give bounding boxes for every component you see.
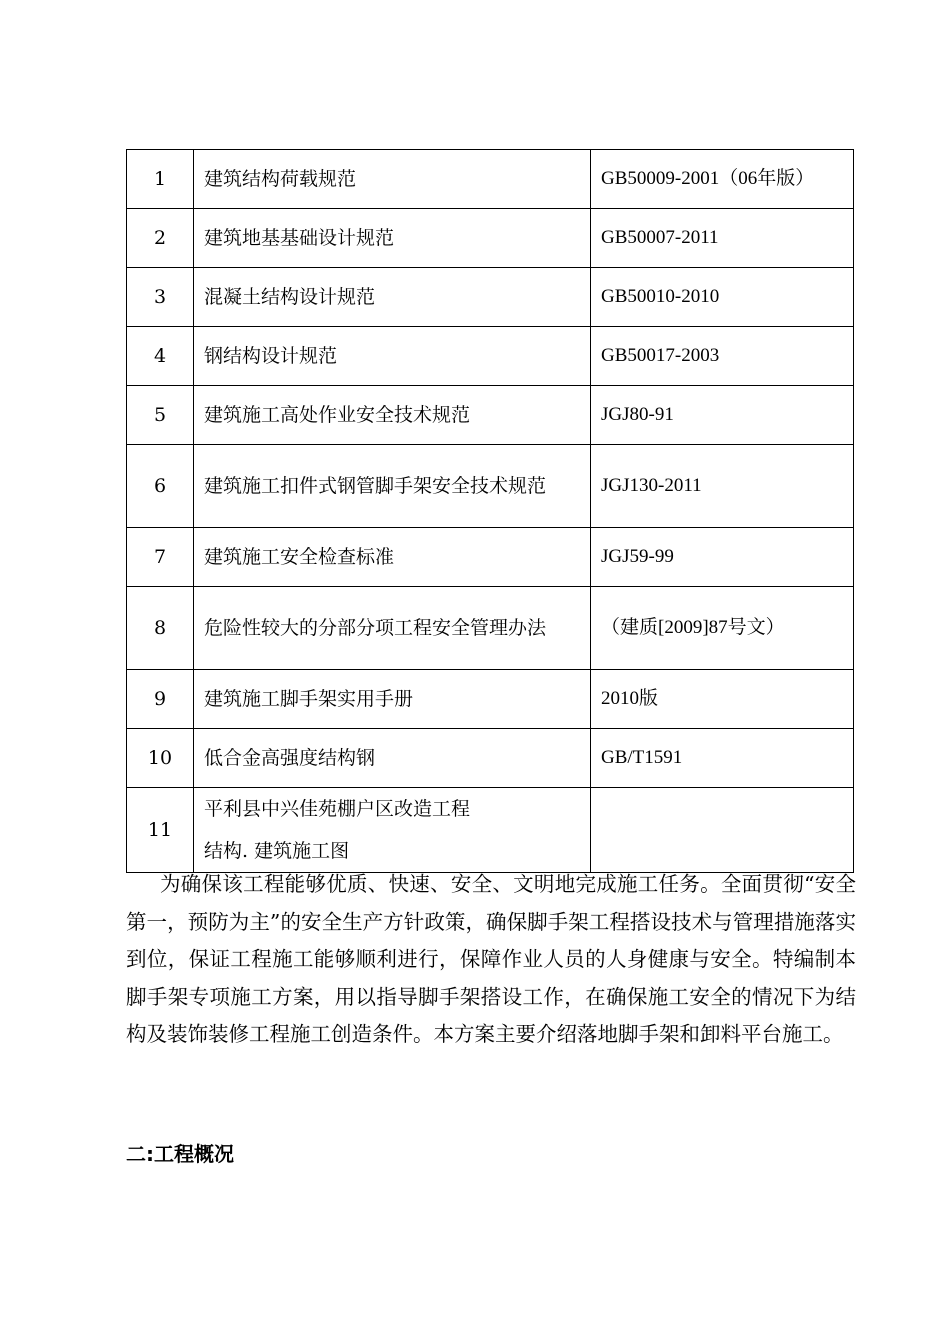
- row-number: 9: [127, 670, 194, 729]
- row-number: 1: [127, 150, 194, 209]
- table-row: [127, 587, 854, 670]
- row-number: 4: [127, 327, 194, 386]
- standard-code: GB50009-2001（06年版）: [591, 150, 854, 209]
- standard-code: JGJ59-99: [591, 528, 854, 587]
- table-row: [127, 670, 854, 729]
- row-number: 6: [127, 445, 194, 528]
- table-row: [127, 268, 854, 327]
- table-row: [127, 788, 854, 873]
- standard-name: 建筑施工高处作业安全技术规范: [194, 386, 591, 445]
- standard-code: （建质[2009]87号文）: [591, 587, 854, 670]
- standard-name: 建筑施工脚手架实用手册: [194, 670, 591, 729]
- row-number: 3: [127, 268, 194, 327]
- standard-name: 建筑施工安全检查标准: [194, 528, 591, 587]
- standard-name: 建筑施工扣件式钢管脚手架安全技术规范: [194, 445, 591, 528]
- standard-name: 混凝土结构设计规范: [194, 268, 591, 327]
- standard-name-line: 结构. 建筑施工图: [204, 840, 350, 862]
- table-row: [127, 327, 854, 386]
- standard-code: GB50017-2003: [591, 327, 854, 386]
- standards-table: [126, 149, 854, 873]
- standard-code: GB50010-2010: [591, 268, 854, 327]
- table-row: [127, 445, 854, 528]
- table-row: [127, 150, 854, 209]
- standard-name: 建筑结构荷载规范: [194, 150, 591, 209]
- standard-name-line: 平利县中兴佳苑棚户区改造工程: [204, 798, 471, 820]
- standard-code: [591, 788, 854, 873]
- row-number: 10: [127, 729, 194, 788]
- standard-name: 低合金高强度结构钢: [194, 729, 591, 788]
- section-heading: 二:工程概况: [126, 1142, 234, 1166]
- standard-code: JGJ130-2011: [591, 445, 854, 528]
- standard-code: 2010版: [591, 670, 854, 729]
- standard-code: GB/T1591: [591, 729, 854, 788]
- table-row: [127, 729, 854, 788]
- row-number: 2: [127, 209, 194, 268]
- row-number: 7: [127, 528, 194, 587]
- row-number: 11: [127, 788, 194, 873]
- row-number: 5: [127, 386, 194, 445]
- standard-name: 建筑地基基础设计规范: [194, 209, 591, 268]
- standard-name: 危险性较大的分部分项工程安全管理办法: [194, 587, 591, 670]
- table-row: [127, 528, 854, 587]
- standard-name: 钢结构设计规范: [194, 327, 591, 386]
- standard-name: [194, 788, 591, 873]
- table-row: [127, 386, 854, 445]
- intro-paragraph: 为确保该工程能够优质、快速、安全、文明地完成施工任务。全面贯彻“安全第一，预防为主”的安全生产方针政策，确保脚手架工程搭设技术与管理措施落实到位，保证工程施工能够顺利进行，保障作业人员的人身健康与安全。特编制本脚手架专项施工方案，用以指导脚手架搭设工作，在确保施工安全的情况下为结构及装饰装修工程施工创造条件。本方案主要介绍落地脚手架和卸料平台施工。: [126, 872, 856, 1047]
- table-row: [127, 209, 854, 268]
- standard-code: JGJ80-91: [591, 386, 854, 445]
- row-number: 8: [127, 587, 194, 670]
- standard-code: GB50007-2011: [591, 209, 854, 268]
